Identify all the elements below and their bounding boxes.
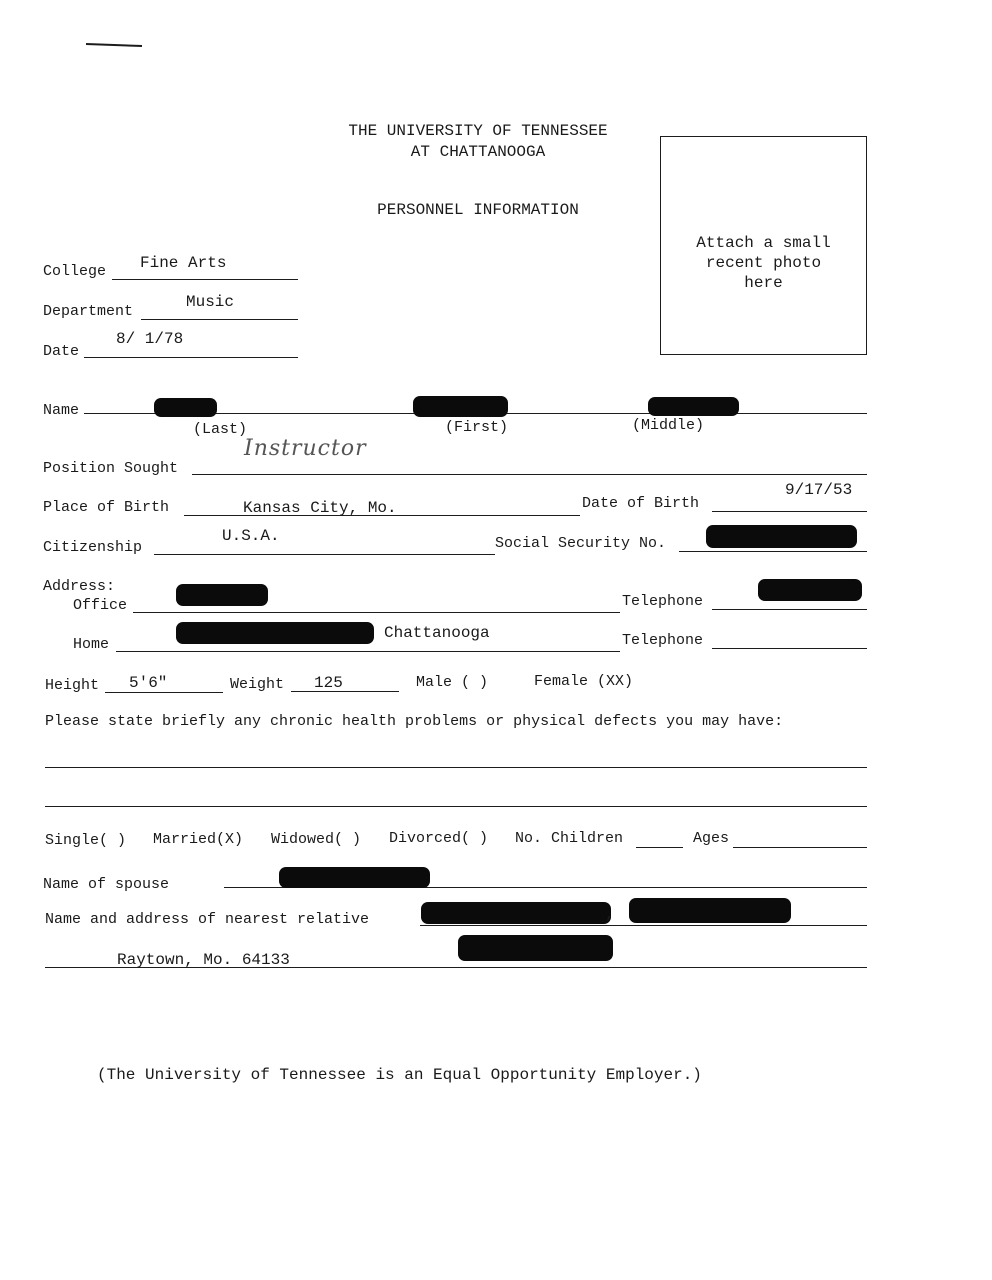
last-name-caption: (Last) [193,421,248,438]
relative-comma: , [605,905,615,923]
citizenship-value: U.S.A. [222,527,280,545]
redacted-relative-street [458,935,613,961]
male-option: Male ( ) [416,674,489,691]
college-line [112,279,298,280]
children-label: No. Children [515,830,624,847]
ages-label: Ages [693,830,730,847]
home-label: Home [73,636,110,653]
relative-label: Name and address of nearest relative [45,911,370,928]
address-label: Address: [43,578,116,595]
single-option: Single( ) [45,832,127,849]
height-line [105,692,223,693]
campus-name: AT CHATTANOOGA [410,143,546,161]
relative-city: Raytown, Mo. 64133 [117,951,290,969]
department-value: Music [186,293,235,311]
health-line-2 [45,806,867,807]
weight-label: Weight [230,676,285,693]
department-line [141,319,298,320]
college-label: College [43,263,107,280]
home-telephone-label: Telephone [622,632,704,649]
weight-value: 125 [314,674,343,692]
citizenship-label: Citizenship [43,539,143,556]
date-value: 8/ 1/78 [116,330,184,348]
ssn-label: Social Security No. [495,535,667,552]
date-line [84,357,298,358]
children-line [636,847,683,848]
weight-line [291,691,399,692]
photo-box-text: recent photo [705,254,822,272]
home-telephone-line [712,648,867,649]
first-name-caption: (First) [445,419,509,436]
position-label: Position Sought [43,460,179,477]
redacted-spouse-name [279,867,430,888]
married-option: Married(X) [153,831,244,848]
office-telephone-line [712,609,867,610]
scan-artifact-mark [86,43,142,47]
date-label: Date [43,343,80,360]
date-of-birth-label: Date of Birth [582,495,700,512]
divorced-option: Divorced( ) [389,830,489,847]
redacted-home-address [176,622,374,644]
name-label: Name [43,402,80,419]
place-of-birth-value: Kansas City, Mo. [243,499,397,517]
position-value-handwritten: Instructor [244,436,367,461]
redacted-last-name [154,398,217,417]
relative-line [420,925,867,926]
date-of-birth-line [712,511,867,512]
date-of-birth-value: 9/17/53 [785,481,853,499]
photo-box-text: Attach a small [696,234,831,252]
redacted-ssn [706,525,857,548]
office-line [133,612,620,613]
redacted-relative-address [629,898,791,923]
middle-name-caption: (Middle) [632,417,705,434]
health-line-1 [45,767,867,768]
college-value: Fine Arts [140,254,227,272]
health-prompt: Please state briefly any chronic health problems or physical defects you may have: [45,713,784,730]
female-option: Female (XX) [534,673,634,690]
widowed-option: Widowed( ) [271,831,362,848]
redacted-office-telephone [758,579,862,601]
height-label: Height [45,677,100,694]
citizenship-line [154,554,495,555]
department-label: Department [43,303,134,320]
office-telephone-label: Telephone [622,593,704,610]
photo-box-text: here [744,274,783,292]
ages-line [733,847,867,848]
redacted-first-name [413,396,508,417]
position-line [192,474,867,475]
office-label: Office [73,597,128,614]
university-name: THE UNIVERSITY OF TENNESSEE [348,122,608,140]
place-of-birth-label: Place of Birth [43,499,170,516]
ssn-line [679,551,867,552]
home-city-value: Chattanooga [384,624,490,642]
spouse-label: Name of spouse [43,876,170,893]
form-title: PERSONNEL INFORMATION [377,201,579,219]
redacted-middle-name [648,397,739,416]
height-value: 5'6" [129,674,168,692]
redacted-relative-name [421,902,611,924]
photo-box [660,136,867,355]
redacted-office-address [176,584,268,606]
home-line [116,651,620,652]
equal-opportunity-statement: (The University of Tennessee is an Equal Opportunity Employer.) [97,1066,702,1084]
